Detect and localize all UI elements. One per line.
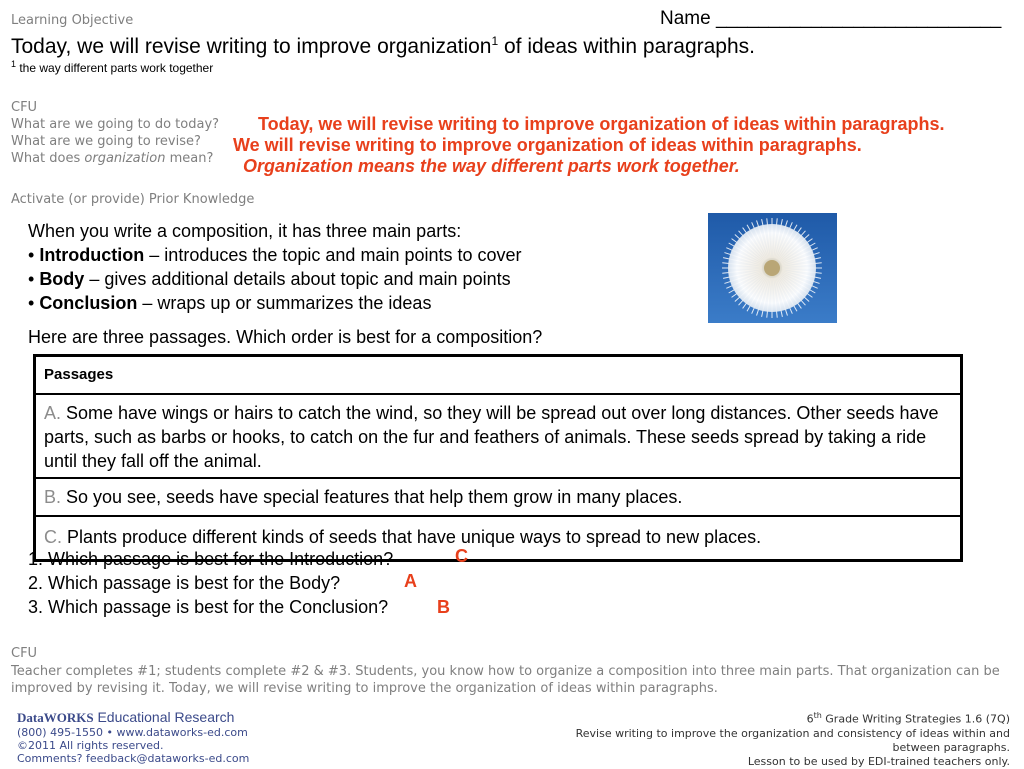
passage-c-text: Plants produce different kinds of seeds that have unique ways to spread to new places. bbox=[62, 527, 762, 547]
prior-knowledge-label: Activate (or provide) Prior Knowledge bbox=[11, 192, 255, 207]
bullet-conclusion: • Conclusion – wraps up or summarizes the ideas bbox=[28, 293, 432, 313]
lesson-description-1: Revise writing to improve the organization and consistency of ideas within and bbox=[575, 726, 1010, 740]
cfu-question-1: What are we going to do today? bbox=[11, 117, 220, 132]
learning-objective bbox=[11, 34, 755, 59]
cfu-answer-2: We will revise writing to improve organization of ideas within paragraphs. bbox=[233, 135, 862, 155]
question-1: 1. Which passage is best for the Introduction? bbox=[28, 549, 394, 569]
lesson-description-2: between paragraphs. bbox=[892, 740, 1010, 754]
bullet-introduction: • Introduction – introduces the topic and main points to cover bbox=[28, 245, 522, 265]
objective-text-start: Today, we will revise writing to improve organization bbox=[11, 35, 492, 58]
bullet-body: • Body – gives additional details about topic and main points bbox=[28, 269, 511, 289]
table-row bbox=[35, 478, 962, 516]
objective-text-end: of ideas within paragraphs. bbox=[498, 35, 755, 58]
name-field-label: Name ___________________________ bbox=[660, 8, 1002, 29]
learning-objective-label: Learning Objective bbox=[11, 13, 134, 28]
objective-footnote-marker: 1 bbox=[491, 34, 499, 48]
lesson-usage-note: Lesson to be used by EDI-trained teachers only. bbox=[747, 754, 1010, 768]
cfu-question-3-end: mean? bbox=[165, 151, 214, 166]
lesson-grade bbox=[540, 709, 1010, 727]
passage-a-letter: A. bbox=[44, 403, 62, 423]
composition-parts-list bbox=[28, 219, 688, 315]
bullet-conclusion-term: Conclusion bbox=[39, 293, 138, 313]
passage-b-letter: B. bbox=[44, 487, 62, 507]
lesson-grade-suffix: th bbox=[813, 711, 822, 720]
lesson-grade-title: Grade Writing Strategies 1.6 (7Q) bbox=[821, 712, 1010, 726]
passages-table-wrapper bbox=[33, 354, 963, 562]
table-header-cell: Passages bbox=[35, 356, 962, 395]
bullet-body-desc: – gives additional details about topic and main points bbox=[84, 269, 511, 289]
table-header-row bbox=[35, 356, 962, 395]
publisher-feedback: Comments? feedback@dataworks-ed.com bbox=[17, 752, 250, 765]
table-row bbox=[35, 394, 962, 478]
publisher-brand-rest: Educational Research bbox=[93, 709, 235, 725]
footnote-text: the way different parts work together bbox=[16, 61, 214, 75]
composition-parts-intro: When you write a composition, it has three main parts: bbox=[28, 221, 462, 241]
publisher-brand-name: DataWORKS bbox=[17, 710, 94, 725]
footer-publisher bbox=[17, 709, 249, 765]
footnote bbox=[11, 59, 213, 75]
passages-table bbox=[33, 354, 963, 562]
passage-c-letter: C. bbox=[44, 527, 62, 547]
bullet-introduction-term: Introduction bbox=[39, 245, 145, 265]
cfu-question-3-start: What does bbox=[11, 151, 85, 166]
passage-b-text: So you see, seeds have special features that help them grow in many places. bbox=[61, 487, 683, 507]
dandelion-image bbox=[708, 213, 837, 323]
passage-b-cell bbox=[35, 478, 962, 516]
footer-lesson-info bbox=[540, 709, 1010, 769]
passage-a-text: Some have wings or hairs to catch the wind, so they will be spread out over long distances. Other seeds have parts, such as barbs or hooks, to catch on the fur and feathers of animals. These seeds spread by taking a ride until they fall off the animal. bbox=[44, 403, 939, 471]
bullet-introduction-desc: – introduces the topic and main points to cover bbox=[144, 245, 522, 265]
cfu-question-3 bbox=[11, 151, 213, 166]
cfu-answer-3: Organization means the way different parts work together. bbox=[243, 156, 740, 176]
publisher-copyright: ©2011 All rights reserved. bbox=[17, 739, 164, 752]
cfu-teacher-note: Teacher completes #1; students complete #2 & #3. Students, you know how to organize a composition into three main parts. That organization can be improved by revising it. Today, we will revise writing to improve the organization of ideas within paragraphs. bbox=[11, 664, 1000, 696]
cfu-label-2: CFU bbox=[11, 646, 38, 661]
passage-questions bbox=[28, 547, 393, 619]
bullet-conclusion-desc: – wraps up or summarizes the ideas bbox=[137, 293, 432, 313]
question-2: 2. Which passage is best for the Body? bbox=[28, 573, 341, 593]
publisher-contact: (800) 495-1550 • www.dataworks-ed.com bbox=[17, 726, 248, 739]
answer-2: A bbox=[404, 571, 417, 591]
publisher-brand bbox=[17, 709, 249, 726]
answer-3: B bbox=[437, 597, 450, 617]
footnote-marker: 1 bbox=[11, 59, 17, 69]
cfu-question-3-term: organization bbox=[84, 151, 166, 166]
bullet-body-term: Body bbox=[39, 269, 85, 289]
cfu-label: CFU bbox=[11, 100, 38, 115]
cfu-question-2: What are we going to revise? bbox=[11, 134, 201, 149]
cfu-answer-1: Today, we will revise writing to improve organization of ideas within paragraphs. bbox=[258, 114, 945, 134]
question-3: 3. Which passage is best for the Conclusion? bbox=[28, 597, 389, 617]
lesson-grade-number: 6 bbox=[806, 712, 814, 726]
answer-1: C bbox=[455, 546, 468, 566]
passage-a-cell bbox=[35, 394, 962, 478]
passage-order-question: Here are three passages. Which order is best for a composition? bbox=[28, 327, 543, 347]
